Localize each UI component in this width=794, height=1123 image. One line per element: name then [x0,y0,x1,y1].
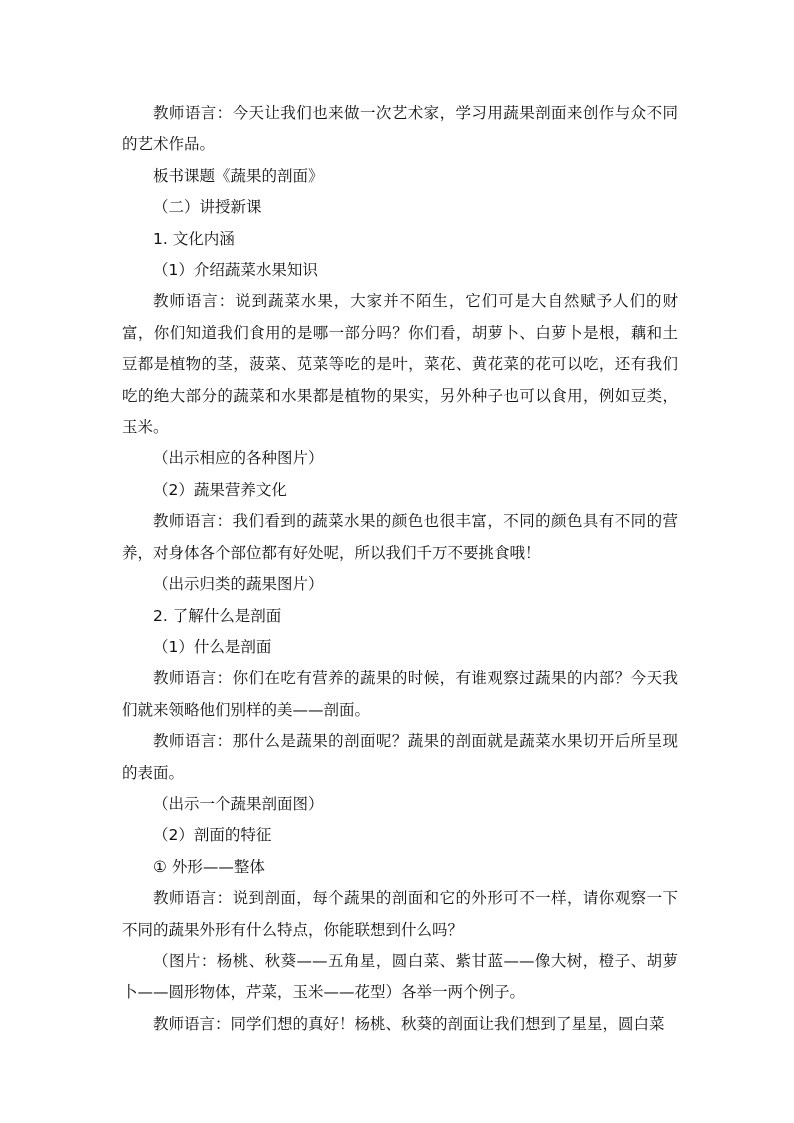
paragraph: （图片：杨桃、秋葵——五角星，圆白菜、紫甘蓝——像大树，橙子、胡萝卜——圆形物体，芹菜，玉米——花型）各举一两个例子。 [122,951,678,1002]
subsection-heading: （2）蔬果营养文化 [153,480,287,499]
paragraph: 教师语言：今天让我们也来做一次艺术家，学习用蔬果剖面来创作与众不同的艺术作品。 [122,104,678,154]
paragraph: （出示一个蔬果剖面图） [153,794,324,813]
document-page [122,98,678,1040]
subsection-heading: （1）介绍蔬菜水果知识 [153,261,318,280]
subsection-heading: （2）剖面的特征 [153,826,272,845]
subsection-heading: 1. 文化内涵 [153,229,235,248]
paragraph: （出示相应的各种图片） [153,449,324,468]
paragraph: 板书课题《蔬果的剖面》 [153,166,324,185]
paragraph: （出示归类的蔬果图片） [153,575,324,594]
paragraph: 教师语言：那什么是蔬果的剖面呢？蔬果的剖面就是蔬菜水果切开后所呈现的表面。 [122,732,678,782]
paragraph: 教师语言：你们在吃有营养的蔬果的时候，有谁观察过蔬果的内部？今天我们就来领略他们别样的美——剖面。 [122,669,678,719]
paragraph: 教师语言：说到剖面，每个蔬果的剖面和它的外形可不一样，请你观察一下不同的蔬果外形有什么特点，你能联想到什么吗？ [122,889,678,939]
paragraph: 教师语言：同学们想的真好！杨桃、秋葵的剖面让我们想到了星星，圆白菜 [153,1014,665,1033]
section-heading: （二）讲授新课 [153,198,262,217]
paragraph: 教师语言：我们看到的蔬菜水果的颜色也很丰富，不同的颜色具有不同的营养，对身体各个部位都有好处呢，所以我们千万不要挑食哦！ [122,512,678,562]
paragraph: 教师语言：说到蔬菜水果，大家并不陌生，它们可是大自然赋予人们的财富，你们知道我们食用的是哪一部分吗？你们看，胡萝卜、白萝卜是根，藕和土豆都是植物的茎，菠菜、苋菜等吃的是叶，菜花、黄花菜的花可以吃，还有我们吃的绝大部分的蔬菜和水果都是植物的果实，另外种子也可以食用，例如豆类，玉米。 [122,292,678,437]
subsection-heading: 2. 了解什么是剖面 [153,606,282,625]
subsection-heading: （1）什么是剖面 [153,637,272,656]
subsection-heading: ① 外形——整体 [153,857,265,876]
